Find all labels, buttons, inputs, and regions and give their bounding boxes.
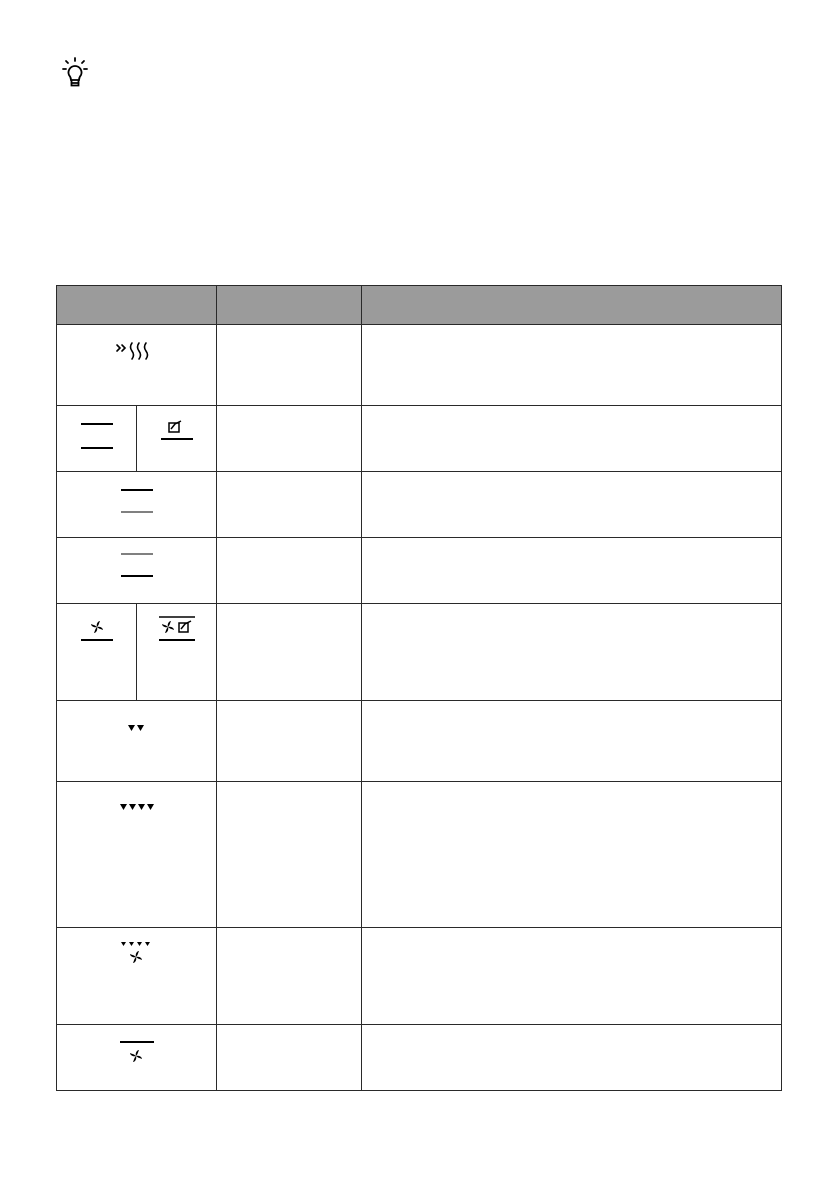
table-row — [57, 701, 782, 782]
function-cell — [217, 1025, 362, 1091]
fan-top-heat-icon — [119, 1039, 155, 1069]
header-symbol — [57, 286, 217, 325]
header-description — [362, 286, 782, 325]
fan-bottom-heat-clean-icon — [158, 616, 196, 646]
function-cell — [217, 701, 362, 782]
lightbulb-icon — [57, 56, 93, 92]
fan-bottom-heat-icon — [80, 616, 114, 646]
symbol-cell — [57, 604, 137, 701]
function-cell — [217, 472, 362, 538]
grill-low-icon — [126, 723, 148, 735]
description-cell — [362, 538, 782, 604]
description-cell — [362, 325, 782, 406]
function-cell — [217, 604, 362, 701]
fan-grill-icon — [119, 940, 155, 970]
table-row — [57, 538, 782, 604]
grill-full-icon — [119, 802, 155, 814]
table-row — [57, 406, 782, 472]
description-cell — [362, 604, 782, 701]
symbol-cell — [57, 701, 217, 782]
table-header-row — [57, 286, 782, 325]
symbol-cell — [57, 1025, 217, 1091]
oven-functions-table — [56, 285, 782, 1091]
symbol-cell — [137, 406, 217, 472]
top-heat-icon — [120, 487, 154, 517]
symbol-cell — [57, 325, 217, 406]
description-cell — [362, 701, 782, 782]
symbol-cell — [57, 406, 137, 472]
table-row — [57, 1025, 782, 1091]
table-row — [57, 928, 782, 1025]
header-function — [217, 286, 362, 325]
true-fan-cooking-heat-arrows-icon — [115, 339, 159, 363]
table-row — [57, 325, 782, 406]
top-bottom-heat-icon — [80, 421, 114, 451]
description-cell — [362, 472, 782, 538]
function-cell — [217, 406, 362, 472]
description-cell — [362, 928, 782, 1025]
symbol-cell — [57, 472, 217, 538]
function-cell — [217, 325, 362, 406]
table-row — [57, 472, 782, 538]
symbol-cell — [137, 604, 217, 701]
symbol-cell — [57, 538, 217, 604]
function-cell — [217, 928, 362, 1025]
description-cell — [362, 782, 782, 928]
description-cell — [362, 406, 782, 472]
table-row — [57, 604, 782, 701]
function-cell — [217, 538, 362, 604]
description-cell — [362, 1025, 782, 1091]
table-row — [57, 782, 782, 928]
top-bottom-heat-clean-icon — [160, 419, 194, 449]
symbol-cell — [57, 928, 217, 1025]
bottom-heat-icon — [120, 551, 154, 581]
function-cell — [217, 782, 362, 928]
symbol-cell — [57, 782, 217, 928]
